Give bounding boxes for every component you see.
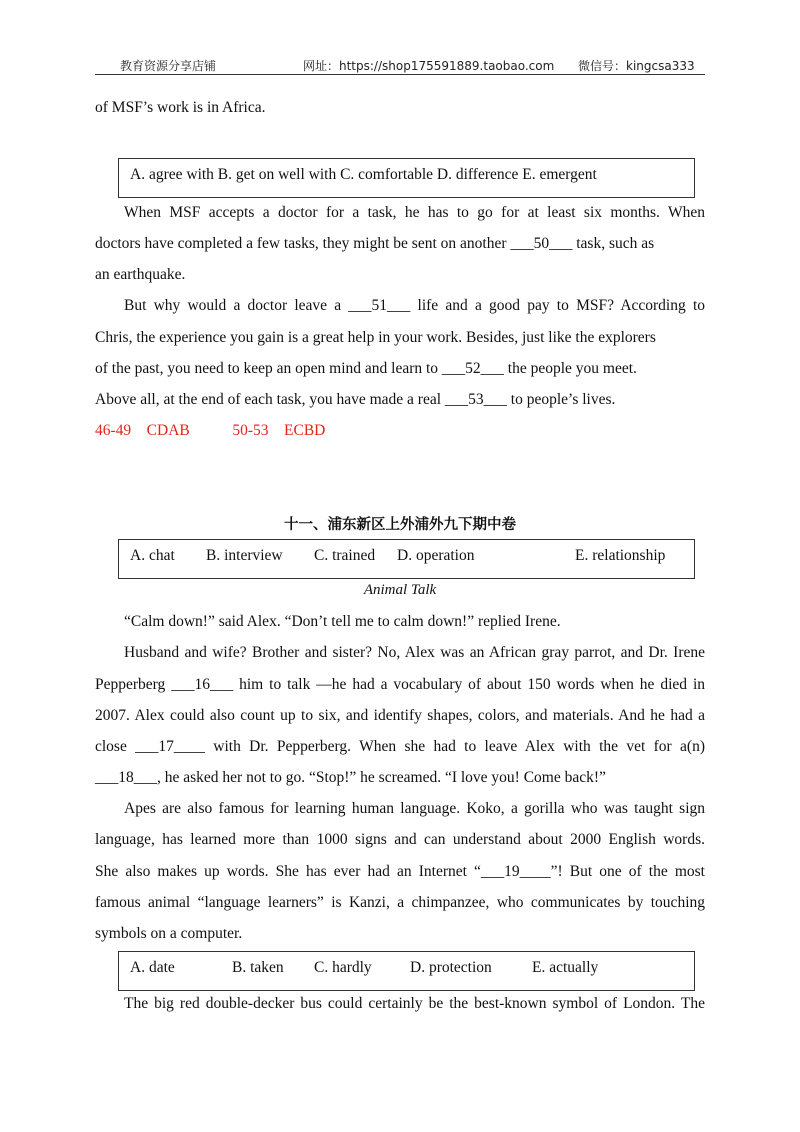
passage-line: an earthquake. <box>95 266 186 283</box>
word-bank-options: A. agree with B. get on well with C. comfortable D. difference E. emergent <box>130 166 597 183</box>
header-shop-name: 教育资源分享店铺 <box>120 59 217 73</box>
word-bank-box-1 <box>118 158 695 198</box>
option-c: C. hardly <box>314 959 372 976</box>
option-a: A. date <box>130 959 175 976</box>
passage-line: Above all, at the end of each task, you have made a real ___53___ to people’s lives. <box>95 391 616 408</box>
passage-line: Chris, the experience you gain is a great help in your work. Besides, just like the explorers <box>95 329 656 346</box>
passage-line: close ___17____ with Dr. Pepperberg. When she had to leave Alex with the vet for a(n) <box>95 738 705 755</box>
option-d: D. operation <box>397 547 475 564</box>
passage-line: of MSF’s work is in Africa. <box>95 99 266 116</box>
header-wechat: 微信号：kingcsa333 <box>578 59 695 73</box>
passage-line: 2007. Alex could also count up to six, and identify shapes, colors, and materials. And he had a <box>95 707 705 724</box>
passage-line: Pepperberg ___16___ him to talk —he had a vocabulary of about 150 words when he died in <box>95 676 705 693</box>
passage-line: symbols on a computer. <box>95 925 243 942</box>
passage-line: When MSF accepts a doctor for a task, he has to go for at least six months. When <box>124 204 705 221</box>
passage-line: of the past, you need to keep an open mind and learn to ___52___ the people you meet. <box>95 360 637 377</box>
section-title: 十一、浦东新区上外浦外九下期中卷 <box>284 517 516 533</box>
page-header <box>95 56 705 75</box>
option-b: B. taken <box>232 959 284 976</box>
option-e: E. actually <box>532 959 599 976</box>
word-bank-box-3 <box>118 951 695 991</box>
option-b: B. interview <box>206 547 283 564</box>
header-url[interactable]: 网址：https://shop175591889.taobao.com <box>303 59 555 73</box>
passage-line: Husband and wife? Brother and sister? No, Alex was an African gray parrot, and Dr. Irene <box>124 644 705 661</box>
passage-line: ___18___, he asked her not to go. “Stop!” he screamed. “I love you! Come back!” <box>95 769 606 786</box>
answer-key: 46-49 CDAB 50-53 ECBD <box>95 422 326 439</box>
option-c: C. trained <box>314 547 376 564</box>
passage-line: famous animal “language learners” is Kanzi, a chimpanzee, who communicates by touching <box>95 894 705 911</box>
option-a: A. chat <box>130 547 175 564</box>
option-d: D. protection <box>410 959 492 976</box>
passage-line: But why would a doctor leave a ___51___ life and a good pay to MSF? According to <box>124 297 705 314</box>
passage-line: “Calm down!” said Alex. “Don’t tell me to calm down!” replied Irene. <box>124 613 561 630</box>
story-title: Animal Talk <box>363 582 437 598</box>
passage-line: language, has learned more than 1000 signs and can understand about 2000 English words. <box>95 831 705 848</box>
word-bank-box-2 <box>118 539 695 579</box>
passage-line: She also makes up words. She has ever had an Internet “___19____”! But one of the most <box>95 863 705 880</box>
passage-line: Apes are also famous for learning human language. Koko, a gorilla who was taught sign <box>124 800 705 817</box>
passage-line: The big red double-decker bus could certainly be the best-known symbol of London. The <box>124 995 705 1012</box>
passage-line: doctors have completed a few tasks, they might be sent on another ___50___ task, such as <box>95 235 655 252</box>
option-e: E. relationship <box>575 547 666 564</box>
